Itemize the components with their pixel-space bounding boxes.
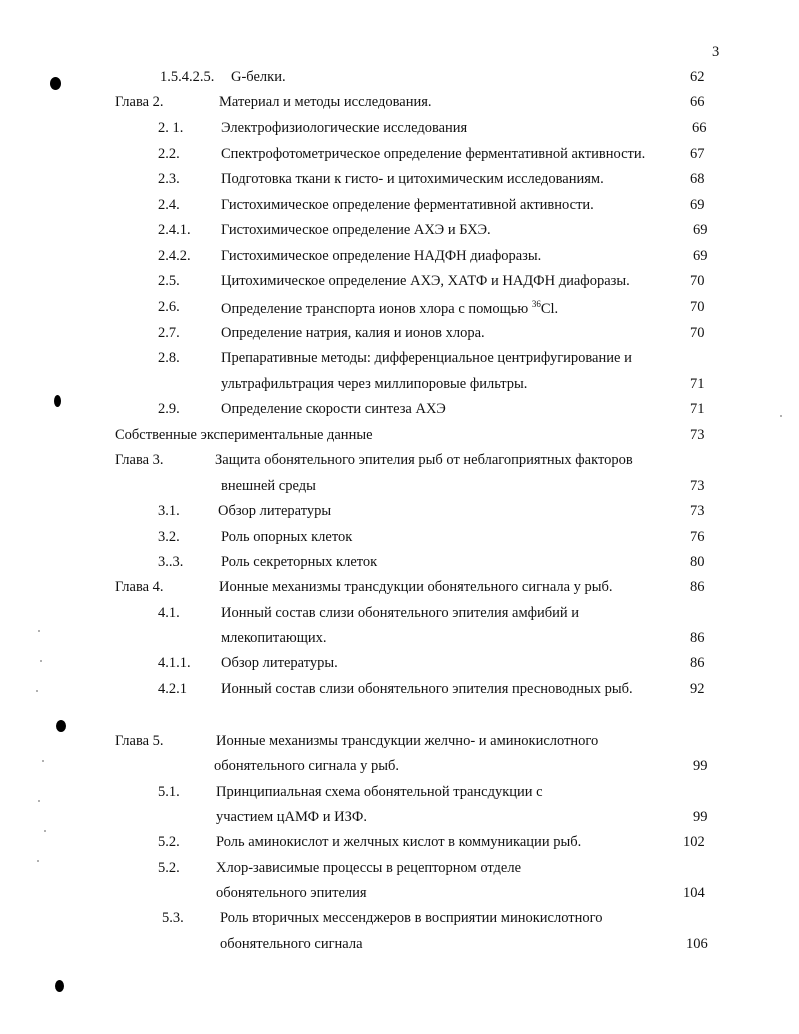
toc-entry-number: 3.1. — [158, 503, 180, 519]
scan-speck — [38, 800, 40, 802]
toc-entry-page: 69 — [693, 248, 708, 264]
toc-entry-title-tail: Cl. — [540, 301, 559, 317]
toc-entry-number: 3..3. — [158, 554, 184, 570]
toc-entry-title: Цитохимическое определение АХЭ, ХАТФ и НАДФН диафоразы. — [221, 273, 630, 289]
toc-entry-page: 71 — [690, 376, 705, 392]
scan-speck — [37, 860, 39, 862]
toc-entry-number: 2.4.1. — [158, 222, 191, 238]
toc-entry — [0, 554, 799, 574]
toc-entry-page: 62 — [690, 69, 705, 85]
toc-entry — [0, 273, 799, 293]
toc-entry-title: обонятельного сигнала — [220, 936, 363, 952]
toc-entry-title — [221, 299, 558, 318]
toc-entry-title: Препаративные методы: дифференциальное центрифугирование и — [221, 350, 632, 366]
punch-hole-mark — [50, 77, 61, 90]
toc-entry-number: 1.5.4.2.5. — [160, 69, 215, 85]
toc-entry-title: обонятельного эпителия — [216, 885, 367, 901]
toc-entry — [0, 94, 799, 114]
toc-entry-page: 104 — [683, 885, 705, 901]
toc-entry-number: 4.1.1. — [158, 655, 191, 671]
toc-entry — [0, 579, 799, 599]
toc-entry — [0, 885, 799, 905]
toc-entry — [0, 758, 799, 778]
toc-entry — [0, 197, 799, 217]
toc-entry — [0, 299, 799, 319]
isotope-superscript: 36 — [531, 299, 541, 309]
toc-entry-page: 70 — [690, 299, 705, 315]
toc-entry-number: 2.4.2. — [158, 248, 191, 264]
toc-entry-title: Ионные механизмы трансдукции обонятельного сигнала у рыб. — [219, 579, 613, 595]
toc-entry — [0, 655, 799, 675]
toc-entry-page: 102 — [683, 834, 705, 850]
toc-entry-page: 73 — [690, 478, 705, 494]
toc-entry — [0, 910, 799, 930]
toc-entry-title-text: Определение транспорта ионов хлора с помощью — [221, 301, 529, 317]
toc-entry-title: Гистохимическое определение ферментативной активности. — [221, 197, 594, 213]
toc-entry-page: 106 — [686, 936, 708, 952]
toc-entry-number: 2.3. — [158, 171, 180, 187]
toc-entry-number: 2.7. — [158, 325, 180, 341]
toc-entry-title: Обзор литературы. — [221, 655, 338, 671]
toc-entry-title: Определение скорости синтеза АХЭ — [221, 401, 446, 417]
toc-entry — [0, 69, 799, 89]
toc-entry — [0, 936, 799, 956]
toc-entry-page: 73 — [690, 427, 705, 443]
toc-entry — [0, 120, 799, 140]
toc-entry-title: Обзор литературы — [218, 503, 332, 519]
toc-entry-number: 3.2. — [158, 529, 180, 545]
toc-entry — [0, 350, 799, 370]
toc-entry-page: 73 — [690, 503, 705, 519]
toc-entry — [0, 248, 799, 268]
toc-entry — [0, 171, 799, 191]
toc-entry — [0, 325, 799, 345]
toc-entry-page: 99 — [693, 758, 708, 774]
toc-entry-page: 69 — [693, 222, 708, 238]
toc-entry-title: Собственные экспериментальные данные — [115, 427, 373, 443]
toc-entry-number: 5.2. — [158, 860, 180, 876]
toc-entry — [0, 860, 799, 880]
toc-entry — [0, 834, 799, 854]
toc-entry — [0, 809, 799, 829]
toc-entry-title: Роль опорных клеток — [221, 529, 353, 545]
toc-entry-number: Глава 4. — [115, 579, 164, 595]
toc-entry-page: 69 — [690, 197, 705, 213]
toc-entry — [0, 452, 799, 472]
toc-entry-page: 70 — [690, 273, 705, 289]
toc-entry-title: внешней среды — [221, 478, 316, 494]
toc-entry — [0, 376, 799, 396]
punch-hole-mark — [55, 980, 64, 992]
toc-entry-page: 92 — [690, 681, 705, 697]
punch-hole-mark — [54, 395, 61, 407]
toc-entry-number: 2.5. — [158, 273, 180, 289]
toc-entry — [0, 784, 799, 804]
toc-entry-title: Роль вторичных мессенджеров в восприятии минокислотного — [220, 910, 603, 926]
scan-speck — [42, 760, 44, 762]
toc-entry-number: 2.8. — [158, 350, 180, 366]
toc-entry-title: Роль аминокислот и желчных кислот в коммуникации рыб. — [216, 834, 582, 850]
scan-speck — [38, 630, 40, 632]
toc-entry — [0, 681, 799, 701]
toc-entry-title: Определение натрия, калия и ионов хлора. — [221, 325, 485, 341]
toc-entry-title: млекопитающих. — [221, 630, 327, 646]
toc-entry-title: Подготовка ткани к гисто- и цитохимическим исследованиям. — [221, 171, 604, 187]
toc-entry-number: 2.6. — [158, 299, 180, 315]
toc-entry-page: 67 — [690, 146, 705, 162]
toc-entry-page: 80 — [690, 554, 705, 570]
toc-entry — [0, 401, 799, 421]
toc-entry-number: 4.2.1 — [158, 681, 187, 697]
toc-entry — [0, 427, 799, 447]
toc-entry-page: 71 — [690, 401, 705, 417]
toc-entry-title: Защита обонятельного эпителия рыб от неблагоприятных факторов — [215, 452, 633, 468]
toc-entry-number: 5.1. — [158, 784, 180, 800]
toc-entry — [0, 605, 799, 625]
punch-hole-mark — [56, 720, 66, 732]
toc-entry-title: Гистохимическое определение АХЭ и БХЭ. — [221, 222, 491, 238]
toc-entry-title: Роль секреторных клеток — [221, 554, 378, 570]
scan-speck — [44, 830, 46, 832]
toc-entry-number: Глава 2. — [115, 94, 164, 110]
toc-entry — [0, 630, 799, 650]
toc-entry-page: 86 — [690, 655, 705, 671]
toc-entry-page: 66 — [692, 120, 707, 136]
toc-entry-page: 86 — [690, 579, 705, 595]
toc-entry-title: Материал и методы исследования. — [219, 94, 432, 110]
toc-entry-page: 76 — [690, 529, 705, 545]
toc-entry-title: Ионные механизмы трансдукции желчно- и аминокислотного — [216, 733, 599, 749]
toc-entry-title: Принципиальная схема обонятельной трансдукции с — [216, 784, 543, 800]
toc-entry — [0, 146, 799, 166]
toc-entry-title: обонятельного сигнала у рыб. — [214, 758, 400, 774]
toc-entry-page: 68 — [690, 171, 705, 187]
toc-entry-title: Ионный состав слизи обонятельного эпителия пресноводных рыб. — [221, 681, 633, 697]
toc-entry-title: участием цАМФ и ИЗФ. — [216, 809, 367, 825]
toc-entry-page: 86 — [690, 630, 705, 646]
toc-entry-title: Ионный состав слизи обонятельного эпителия амфибий и — [221, 605, 580, 621]
toc-entry-number: 2.2. — [158, 146, 180, 162]
toc-entry-number: Глава 3. — [115, 452, 164, 468]
scan-speck — [780, 415, 782, 417]
toc-entry-title: ультрафильтрация через миллипоровые фильтры. — [221, 376, 528, 392]
toc-entry-number: Глава 5. — [115, 733, 164, 749]
scan-speck — [40, 660, 42, 662]
page-number: 3 — [712, 44, 720, 60]
toc-entry — [0, 733, 799, 753]
toc-entry-title: G-белки. — [231, 69, 286, 85]
toc-entry-number: 2.4. — [158, 197, 180, 213]
toc-entry-page: 99 — [693, 809, 708, 825]
toc-entry — [0, 222, 799, 242]
toc-entry-number: 5.2. — [158, 834, 180, 850]
toc-entry-title: Электрофизиологические исследования — [221, 120, 468, 136]
toc-entry — [0, 529, 799, 549]
toc-entry — [0, 478, 799, 498]
toc-entry-page: 66 — [690, 94, 705, 110]
toc-entry-title: Гистохимическое определение НАДФН диафоразы. — [221, 248, 542, 264]
toc-entry-title: Спектрофотометрическое определение ферментативной активности. — [221, 146, 646, 162]
toc-entry-title: Хлор-зависимые процессы в рецепторном отделе — [216, 860, 522, 876]
toc-entry — [0, 503, 799, 523]
toc-entry-number: 2. 1. — [158, 120, 184, 136]
scan-speck — [36, 690, 38, 692]
toc-entry-number: 2.9. — [158, 401, 180, 417]
toc-entry-page: 70 — [690, 325, 705, 341]
toc-entry-number: 4.1. — [158, 605, 180, 621]
toc-entry-number: 5.3. — [162, 910, 184, 926]
